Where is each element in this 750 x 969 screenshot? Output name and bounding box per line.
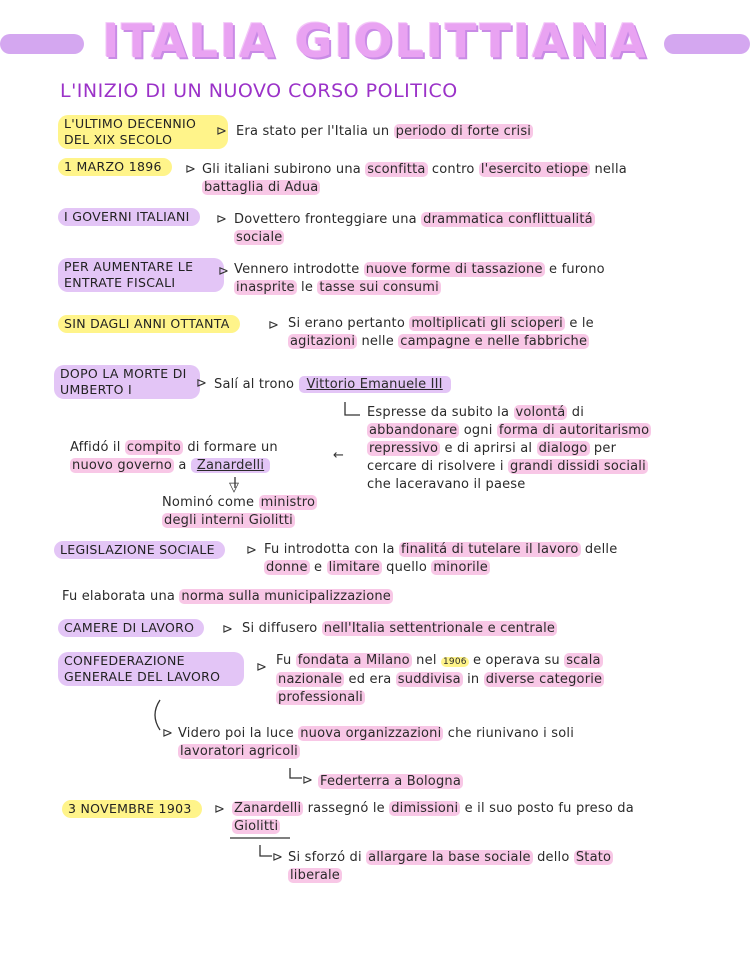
arrow-down-icon: ▽ <box>229 480 239 495</box>
arrow-right-icon: ⊳ <box>214 802 225 817</box>
label-entrate-fiscali: PER AUMENTARE LE ENTRATE FISCALI <box>58 258 224 292</box>
label-governi-italiani: I GOVERNI ITALIANI <box>58 208 200 226</box>
label-legislazione-sociale: LEGISLAZIONE SOCIALE <box>54 541 225 559</box>
text-row-2: Gli italiani subirono una sconfitta contro l'esercito etiope nella battaglia di Adua <box>202 162 627 195</box>
label-camere-lavoro: CAMERE DI LAVORO <box>58 619 204 637</box>
arrow-right-icon: ⊳ <box>218 264 229 279</box>
arrow-right-icon: ⊳ <box>246 543 257 558</box>
label-confederazione: CONFEDERAZIONE GENERALE DEL LAVORO <box>58 652 244 686</box>
arrow-right-icon: ⊳ <box>196 376 207 391</box>
page-title: ITALIA GIOLITTIANA <box>102 14 648 68</box>
arrow-right-icon: ⊳ <box>222 622 233 637</box>
arrow-right-icon: ⊳ <box>256 660 267 675</box>
text-row-10-fondata: Fu fondata a Milano nel 1906 e operava su scala nazionale ed era suddivisa in diverse categorie professionali <box>276 653 603 705</box>
arrow-right-icon: ⊳ <box>216 212 227 227</box>
arrow-right-icon: ⊳ <box>216 124 227 139</box>
text-row-10-federterra: Federterra a Bologna <box>320 774 462 789</box>
text-row-4: Vennero introdotte nuove forme di tassazione e furono inasprite le tasse sui consumi <box>234 262 605 295</box>
arrow-right-icon: ⊳ <box>185 162 196 177</box>
text-row-9: Si diffusero nell'Italia settentrionale e centrale <box>242 621 556 636</box>
text-row-6-nomino: Nominó come ministro degli interni Giolitti <box>162 495 316 528</box>
text-row-5: Si erano pertanto moltiplicati gli scioperi e le agitazioni nelle campagne e nelle fabbriche <box>288 316 594 349</box>
label-anni-ottanta: SIN DAGLI ANNI OTTANTA <box>58 315 240 333</box>
label-ultimo-decennio: L'ULTIMO DECENNIO DEL XIX SECOLO <box>58 115 228 149</box>
arrow-right-icon: ⊳ <box>268 318 279 333</box>
text-row-6-trono: Salí al trono Vittorio Emanuele III <box>214 376 451 394</box>
text-row-6-affido: Affidó il compito di formare un nuovo governo a Zanardelli <box>70 440 278 473</box>
text-row-11: Zanardelli rassegnó le dimissioni e il suo posto fu preso da Giolitti <box>234 801 634 834</box>
label-1-marzo-1896: 1 MARZO 1896 <box>58 158 172 176</box>
text-row-3: Dovettero fronteggiare una drammatica conflittualitá sociale <box>234 212 593 245</box>
page-subtitle: L'INIZIO DI UN NUOVO CORSO POLITICO <box>60 80 458 102</box>
text-row-1: Era stato per l'Italia un periodo di forte crisi <box>236 124 532 139</box>
text-row-10-videro: Videro poi la luce nuova organizzazioni che riunivano i soli lavoratori agricoli <box>178 726 575 759</box>
arrow-right-icon: ⊳ <box>162 726 173 741</box>
label-3-novembre-1903: 3 NOVEMBRE 1903 <box>62 800 202 818</box>
arrow-right-icon: ⊳ <box>272 850 283 865</box>
text-row-11-sforzo: Si sforzó di allargare la base sociale dello Stato liberale <box>288 850 612 883</box>
label-morte-umberto: DOPO LA MORTE DI UMBERTO I <box>54 365 200 399</box>
arrow-right-icon: ⊳ <box>302 773 313 788</box>
text-row-8: Fu elaborata una norma sulla municipalizzazione <box>62 589 392 604</box>
text-row-6-espresse: Espresse da subito la volontá di abbandonare ogni forma di autoritarismo repressivo e di aprirsi al dialogo per cercare di risolvere i grandi dissidi sociali che laceravano il paese <box>367 405 650 492</box>
arrow-left-icon: ← <box>333 448 344 463</box>
text-row-7: Fu introdotta con la finalitá di tutelare il lavoro delle donne e limitare quello minorile <box>264 542 618 575</box>
